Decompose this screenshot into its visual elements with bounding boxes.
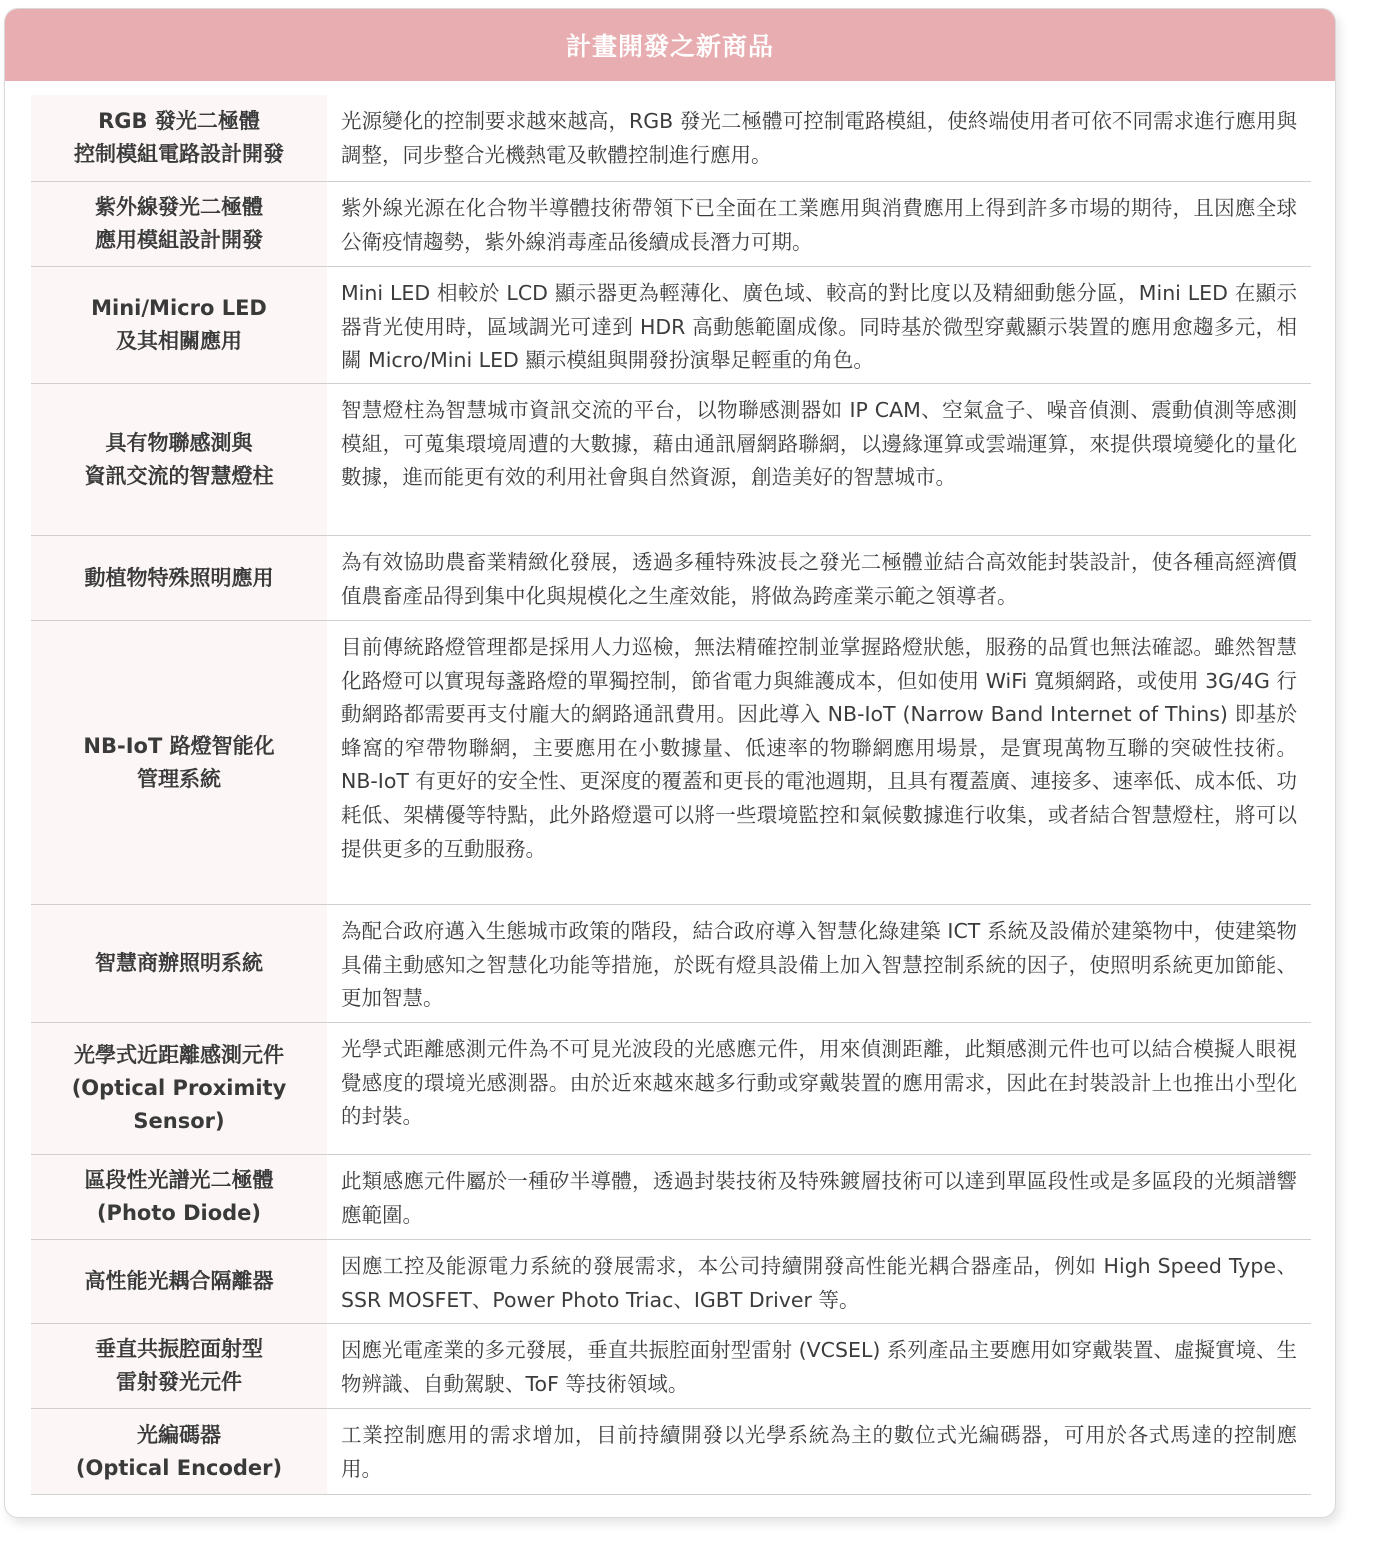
table-row [31,95,1311,181]
table-row [31,535,1311,620]
product-description-cell: Mini LED 相較於 LCD 顯示器更為輕薄化、廣色域、較高的對比度以及精細動態分區，Mini LED 在顯示器背光使用時，區域調光可達到 HDR 高動態範圍成像。同時基於微型穿戴顯示裝置的應用愈趨多元，相關 Micro/Mini LED 顯示模組與開發扮演舉足輕重的角色。 [341,281,1297,373]
table-row [31,1408,1311,1494]
product-description-cell: 智慧燈柱為智慧城市資訊交流的平台，以物聯感測器如 IP CAM、空氣盒子、噪音偵測、震動偵測等感測模組，可蒐集環境周遭的大數據，藉由通訊層網路聯網，以邊緣運算或雲端運算，來提供環境變化的量化數據，進而能更有效的利用社會與自然資源，創造美好的智慧城市。 [341,398,1297,490]
table-row [31,620,1311,904]
product-name-cell: Mini/Micro LED 及其相關應用 [31,267,327,383]
table-row [31,181,1311,266]
product-description-cell: 目前傳統路燈管理都是採用人力巡檢，無法精確控制並掌握路燈狀態，服務的品質也無法確認。雖然智慧化路燈可以實現每盞路燈的單獨控制，節省電力與維護成本，但如使用 WiFi 寬頻網路，或使用 3G/4G 行動網路都需要再支付龐大的網路通訊費用。因此導入 NB-IoT (Narrow Band Internet of Thins) 即基於蜂窩的窄帶物聯網，主要應用在小數據量、低速率的物聯網應用場景，是實現萬物互聯的突破性技術。NB-IoT 有更好的安全性、更深度的覆蓋和更長的電池週期，且具有覆蓋廣、連接多、速率低、成本低、功耗低、架構優等特點，此外路燈還可以將一些環境監控和氣候數據進行收集，或者結合智慧燈柱，將可以提供更多的互動服務。 [341,635,1297,861]
product-description-cell: 因應光電產業的多元發展，垂直共振腔面射型雷射 (VCSEL) 系列產品主要應用如穿戴裝置、虛擬實境、生物辨識、自動駕駛、ToF 等技術領域。 [341,1338,1297,1396]
product-table-card [4,8,1336,1518]
table-row [31,266,1311,383]
product-description-cell: 紫外線光源在化合物半導體技術帶領下已全面在工業應用與消費應用上得到許多市場的期待，且因應全球公衛疫情趨勢，紫外線消毒產品後續成長潛力可期。 [341,196,1297,254]
product-name-cell: RGB 發光二極體 控制模組電路設計開發 [31,95,327,181]
product-name-cell: 具有物聯感測與 資訊交流的智慧燈柱 [31,384,327,535]
product-name-cell: 光學式近距離感測元件 (Optical Proximity Sensor) [31,1023,327,1154]
table-row [31,1022,1311,1154]
table-row [31,1323,1311,1408]
product-description-cell: 此類感應元件屬於一種矽半導體，透過封裝技術及特殊鍍層技術可以達到單區段性或是多區段的光頻譜響應範圍。 [341,1169,1297,1227]
product-name-cell: NB-IoT 路燈智能化 管理系統 [31,621,327,904]
product-name-cell: 垂直共振腔面射型 雷射發光元件 [31,1324,327,1408]
product-table [31,95,1311,1495]
table-row [31,1239,1311,1323]
table-header-title: 計畫開發之新商品 [5,9,1335,81]
product-name-cell: 紫外線發光二極體 應用模組設計開發 [31,182,327,266]
product-description-cell: 為有效協助農畜業精緻化發展，透過多種特殊波長之發光二極體並結合高效能封裝設計，使各種高經濟價值農畜產品得到集中化與規模化之生產效能，將做為跨產業示範之領導者。 [341,550,1297,608]
product-name-cell: 區段性光譜光二極體 (Photo Diode) [31,1155,327,1239]
product-name-cell: 高性能光耦合隔離器 [31,1240,327,1323]
table-row [31,383,1311,535]
product-description-cell: 工業控制應用的需求增加，目前持續開發以光學系統為主的數位式光編碼器，可用於各式馬達的控制應用。 [341,1423,1297,1481]
product-description-cell: 因應工控及能源電力系統的發展需求，本公司持續開發高性能光耦合器產品，例如 High Speed Type、SSR MOSFET、Power Photo Triac、IGBT Driver 等。 [341,1254,1297,1312]
product-name-cell: 智慧商辦照明系統 [31,905,327,1022]
product-name-cell: 光編碼器 (Optical Encoder) [31,1409,327,1494]
product-description-cell: 光源變化的控制要求越來越高，RGB 發光二極體可控制電路模組，使終端使用者可依不同需求進行應用與調整，同步整合光機熱電及軟體控制進行應用。 [341,109,1297,167]
table-row [31,904,1311,1022]
table-row [31,1154,1311,1239]
product-description-cell: 光學式距離感測元件為不可見光波段的光感應元件，用來偵測距離，此類感測元件也可以結合模擬人眼視覺感度的環境光感測器。由於近來越來越多行動或穿戴裝置的應用需求，因此在封裝設計上也推出小型化的封裝。 [341,1037,1297,1129]
product-name-cell: 動植物特殊照明應用 [31,536,327,620]
product-description-cell: 為配合政府邁入生態城市政策的階段，結合政府導入智慧化綠建築 ICT 系統及設備於建築物中，使建築物具備主動感知之智慧化功能等措施，於既有燈具設備上加入智慧控制系統的因子，使照明系統更加節能、更加智慧。 [341,919,1297,1011]
